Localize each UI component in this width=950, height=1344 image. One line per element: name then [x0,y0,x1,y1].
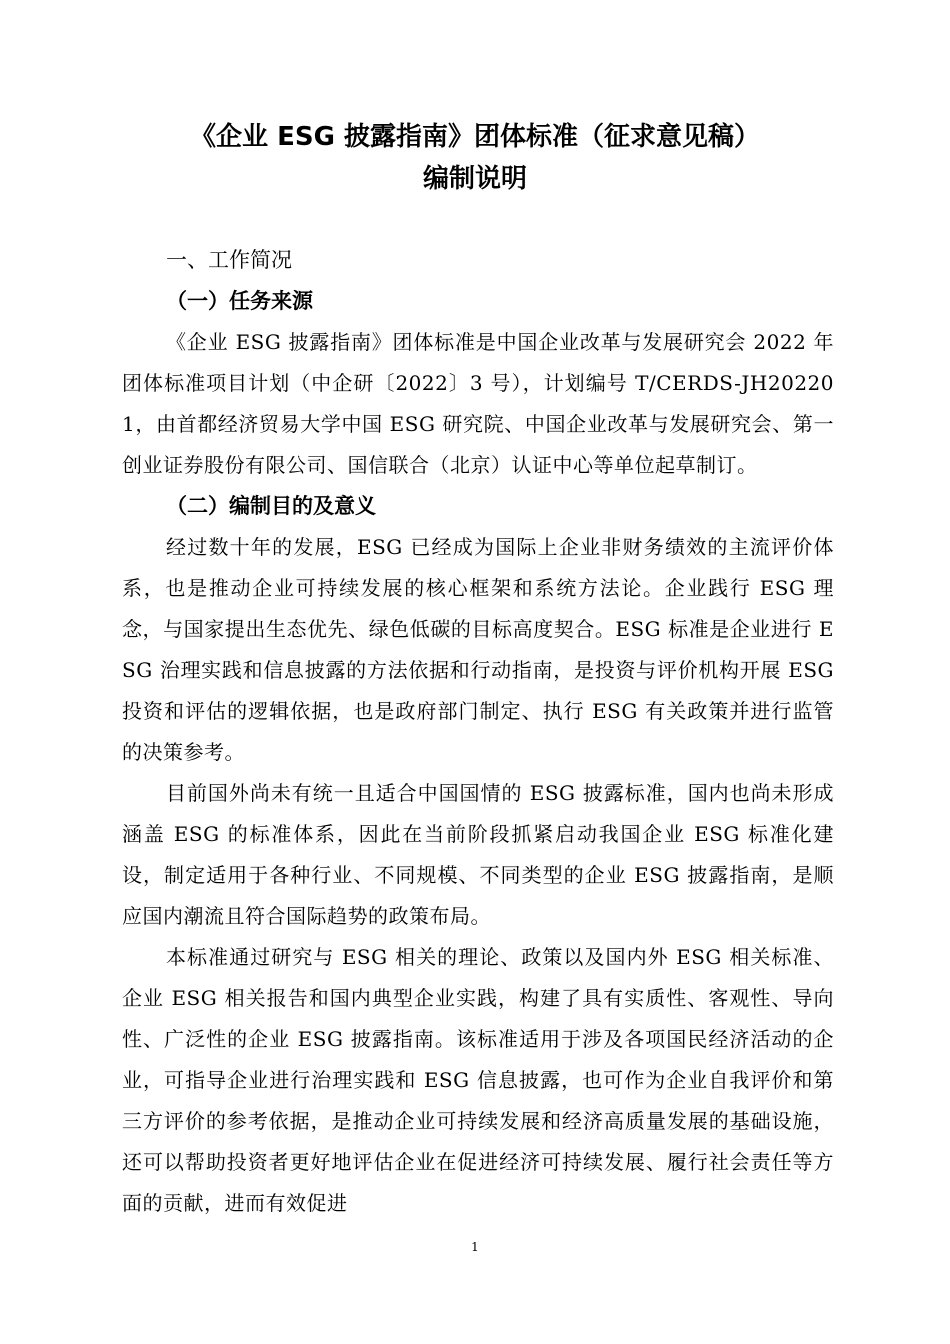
paragraph-purpose-2: 目前国外尚未有统一且适合中国国情的 ESG 披露标准，国内也尚未形成涵盖 ESG 的标准体系，因此在当前阶段抓紧启动我国企业 ESG 标准化建设，制定适用于各种行业、不同规模、不同类型的企业 ESG 披露指南，是顺应国内潮流且符合国际趋势的政策布局。 [122,781,834,928]
subsection-heading-purpose: （二）编制目的及意义 [166,494,376,518]
paragraph-purpose-3: 本标准通过研究与 ESG 相关的理论、政策以及国内外 ESG 相关标准、企业 ESG 相关报告和国内典型企业实践，构建了具有实质性、客观性、导向性、广泛性的企业 ESG 披露指南。该标准适用于涉及各项国民经济活动的企业，可指导企业进行治理实践和 ESG 信息披露，也可作为企业自我评价和第三方评价的参考依据，是推动企业可持续发展和经济高质量发展的基础设施，还可以帮助投资者更好地评估企业在促进经济可持续发展、履行社会责任等方面的贡献，进而有效促进 [122,945,834,1215]
subsection-heading-task-source: （一）任务来源 [166,289,313,313]
document-title: 《企业 ESG 披露指南》团体标准（征求意见稿） [190,122,760,152]
document-body [122,240,834,1224]
section-heading-work-overview: 一、工作简况 [166,248,292,272]
paragraph-purpose-1: 经过数十年的发展，ESG 已经成为国际上企业非财务绩效的主流评价体系，也是推动企业可持续发展的核心框架和系统方法论。企业践行 ESG 理念，与国家提出生态优先、绿色低碳的目标高度契合。ESG 标准是企业进行 ESG 治理实践和信息披露的方法依据和行动指南，是投资与评价机构开展 ESG 投资和评估的逻辑依据，也是政府部门制定、执行 ESG 有关政策并进行监管的决策参考。 [122,535,834,764]
document-subtitle: 编制说明 [422,164,527,194]
page-number: 1 [471,1240,479,1254]
paragraph-task-source: 《企业 ESG 披露指南》团体标准是中国企业改革与发展研究会 2022 年团体标准项目计划（中企研〔2022〕3 号），计划编号 T/CERDS-JH202201，由首都经济贸易大学中国 ESG 研究院、中国企业改革与发展研究会、第一创业证券股份有限公司、国信联合（北京）认证中心等单位起草制订。 [122,330,834,477]
